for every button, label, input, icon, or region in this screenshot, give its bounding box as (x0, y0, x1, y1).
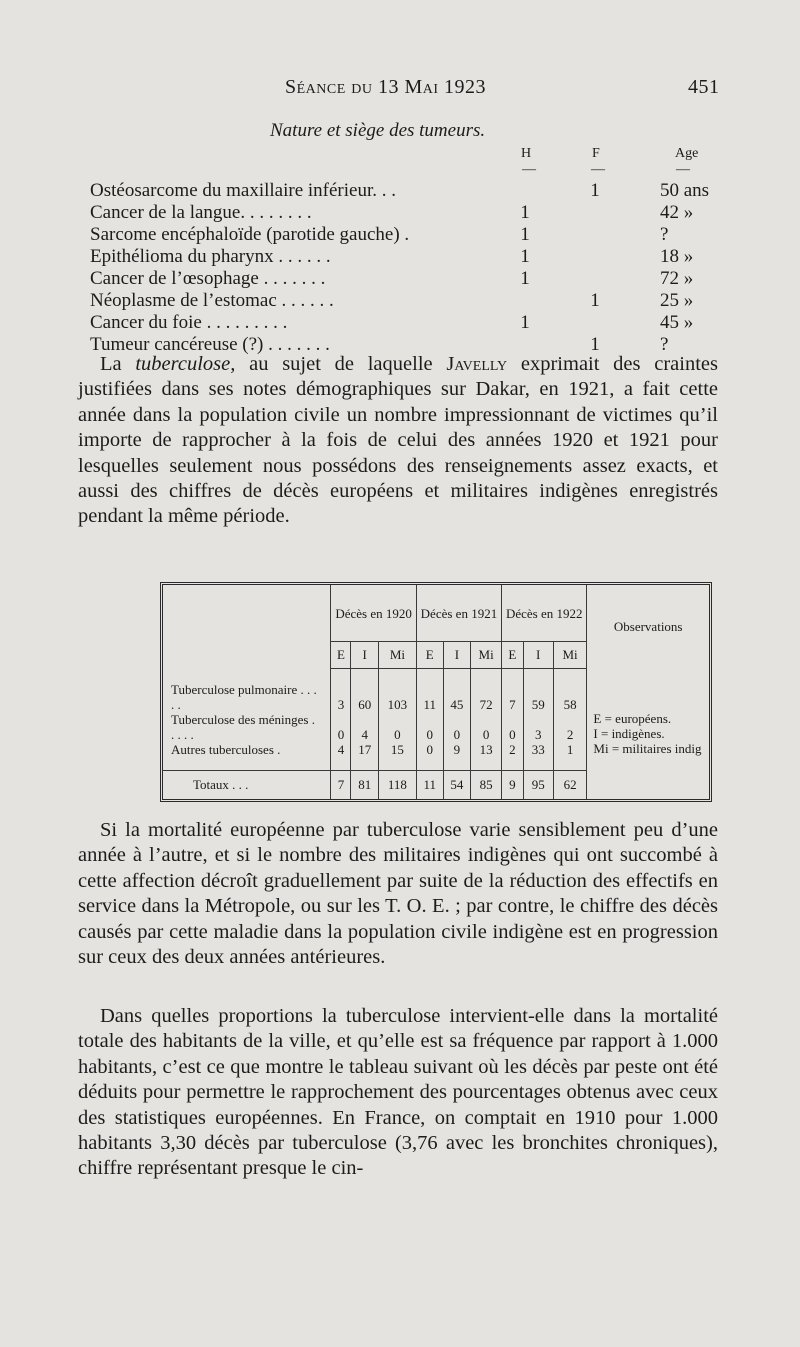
cell-value: 59 (531, 697, 545, 712)
para1-tuberculose: tuberculose, (135, 353, 236, 375)
table-row (90, 290, 730, 312)
cell-f: 1 (590, 180, 600, 201)
row-label: Néoplasme de l’estomac . . . . . . (90, 290, 334, 311)
cell-h: 1 (520, 224, 530, 245)
totals-label: Totaux . . . (163, 771, 331, 800)
cell-value: 15 (390, 742, 404, 757)
row-label: Cancer du foie . . . . . . . . . (90, 312, 288, 333)
legend-mi: Mi = militaires indig (593, 741, 702, 757)
legend-e: E = européens. (593, 711, 672, 727)
cell-age: 25 » (660, 290, 694, 311)
column-header-h: H (521, 146, 532, 161)
table-row (90, 312, 730, 334)
row-label-pulmonaire: Tuberculose pulmonaire . . . . . (171, 681, 317, 712)
cell-f: 1 (590, 334, 600, 355)
para1-author: Javelly (446, 353, 508, 375)
paragraph-mortalite (78, 818, 718, 1000)
total-value: 118 (379, 771, 417, 800)
legend-i: I = indigènes. (593, 726, 665, 742)
row-label: Sarcome encéphaloïde (parotide gauche) . (90, 224, 410, 245)
cell-age: ? (660, 224, 669, 245)
col-1921-i (443, 669, 471, 771)
page-header (0, 74, 800, 104)
table-row (90, 202, 730, 224)
cell-value: 13 (479, 742, 493, 757)
subcol-e: E (502, 642, 524, 669)
cell-age: 45 » (660, 312, 694, 333)
cell-value: 33 (531, 742, 545, 757)
cell-value: 0 (426, 742, 433, 757)
cell-age: 18 » (660, 246, 694, 267)
cell-value: 0 (509, 727, 516, 742)
row-header-cell (163, 585, 331, 669)
cell-value: 0 (426, 727, 433, 742)
total-value: 9 (502, 771, 524, 800)
cell-h: 1 (520, 246, 530, 267)
group-header-1921: Décès en 1921 (416, 585, 501, 642)
cell-value: 103 (387, 697, 408, 712)
subcol-mi: Mi (379, 642, 417, 669)
cell-value: 7 (509, 697, 516, 712)
col-1922-i (523, 669, 553, 771)
para3-text: Dans quelles proportions la tuberculose intervient-elle dans la mortalité totale des habitants de la ville, et qu’elle est sa fréquence par rapport à 1.000 habitants, c’est ce que montre le tableau suivant où les décès par peste ont été déduits pour permettre le rapprochement des pourcentages obtenus avec ceux des statistiques européennes. En France, on comptait en 1910 pour 1.000 habitants 3,30 décès par tuberculose (3,76 avec les bronchites chroniques), chiffre représentant presque le cin- (78, 1005, 718, 1180)
col-1920-mi (379, 669, 417, 771)
total-value: 54 (443, 771, 471, 800)
cell-age: ? (660, 334, 669, 355)
row-label-meninges: Tuberculose des méninges . . . . . (171, 711, 315, 742)
cell-value: 58 (563, 697, 577, 712)
para2-text: Si la mortalité européenne par tuberculose varie sensiblement peu d’une année à l’autre, et si le nombre des militaires indigènes qui ont succombé à cette affection décroît graduellement par suite de la réduction des effectifs en service dans la Métropole, ou sur les T. O. E. ; par contre, le chiffre des décès causés par cette maladie dans la population civile indigène est en progression sur ceux des deux années antérieures. (78, 819, 718, 969)
cell-value: 0 (337, 727, 345, 742)
column-header-f: F (592, 146, 600, 161)
cell-value: 0 (453, 727, 461, 742)
cell-value: 72 (479, 697, 493, 712)
cell-value: 3 (534, 727, 542, 742)
col-1920-e (331, 669, 351, 771)
para1-text-a: La (100, 353, 136, 375)
cell-value: 2 (566, 727, 574, 742)
cell-value: 4 (361, 727, 368, 742)
row-label: Cancer de l’œsophage . . . . . . . (90, 268, 326, 289)
paragraph-tuberculose (78, 352, 718, 552)
subcol-e: E (416, 642, 443, 669)
cell-age: 72 » (660, 268, 694, 289)
col-1922-mi (553, 669, 587, 771)
column-dash-age: — (676, 162, 690, 177)
cell-value: 11 (423, 697, 436, 712)
total-value: 62 (553, 771, 587, 800)
column-dash-f: — (591, 162, 605, 177)
group-header-1920: Décès en 1920 (331, 585, 416, 642)
total-value: 81 (351, 771, 379, 800)
row-labels-cell (163, 669, 331, 771)
total-value: 85 (471, 771, 502, 800)
subcol-mi: Mi (471, 642, 502, 669)
column-dash-h: — (522, 162, 536, 177)
paragraph-proportions (78, 1004, 718, 1214)
cell-value: 17 (358, 742, 372, 757)
cell-value: 3 (337, 697, 345, 712)
tumors-caption: Nature et siège des tumeurs. (270, 120, 486, 141)
subcol-mi: Mi (553, 642, 587, 669)
running-title: Séance du 13 Mai 1923 (285, 76, 487, 98)
cell-value: 0 (482, 727, 490, 742)
col-1920-i (351, 669, 379, 771)
cell-value: 4 (337, 742, 345, 757)
row-label: Cancer de la langue. . . . . . . . (90, 202, 312, 223)
cell-age: 42 » (660, 202, 694, 223)
para1-text-c: au sujet de laquelle (235, 353, 447, 375)
cell-h: 1 (520, 202, 530, 223)
subcol-i: I (351, 642, 379, 669)
para1-text-e: exprimait des craintes justifiées dans ses notes démographiques sur Dakar, en 1921, a fait cette année dans la population civile un nombre impressionnant de victimes qu’il importe de rapprocher à la fois de celui des années 1920 et 1921 pour lesquelles seulement nous possédons des renseignements assez exacts, et aussi des chiffres de décès européens et militaires indigènes enregistrés pendant la même période. (78, 353, 718, 528)
table-row (90, 246, 730, 268)
cell-value: 9 (453, 742, 461, 757)
total-value: 11 (416, 771, 443, 800)
subcol-e: E (331, 642, 351, 669)
col-1921-mi (471, 669, 502, 771)
row-label: Epithélioma du pharynx . . . . . . (90, 246, 331, 267)
table-row (90, 224, 730, 246)
table-row (90, 180, 730, 202)
cell-h: 1 (520, 312, 530, 333)
cell-f: 1 (590, 290, 600, 311)
cell-age: 50 ans (660, 180, 710, 201)
group-header-1922: Décès en 1922 (502, 585, 587, 642)
row-label: Tumeur cancéreuse (?) . . . . . . . (90, 334, 330, 355)
col-1921-e (416, 669, 443, 771)
cell-h: 1 (520, 268, 530, 289)
page-number: 451 (688, 76, 720, 98)
cell-value: 45 (450, 697, 464, 712)
tuberculosis-deaths-table (160, 582, 712, 802)
row-label: Ostéosarcome du maxillaire inférieur. . . (90, 180, 397, 201)
column-header-age: Age (675, 146, 699, 161)
cell-value: 2 (509, 742, 516, 757)
observations-header: Observations (587, 585, 709, 669)
cell-value: 1 (566, 742, 574, 757)
table-row (90, 268, 730, 290)
subcol-i: I (443, 642, 471, 669)
total-value: 7 (331, 771, 351, 800)
cell-value: 0 (394, 727, 401, 742)
col-1922-e (502, 669, 524, 771)
total-value: 95 (523, 771, 553, 800)
cell-value: 60 (358, 697, 372, 712)
subcol-i: I (523, 642, 553, 669)
observations-cell (587, 669, 709, 800)
row-label-autres: Autres tuberculoses . (171, 741, 281, 757)
